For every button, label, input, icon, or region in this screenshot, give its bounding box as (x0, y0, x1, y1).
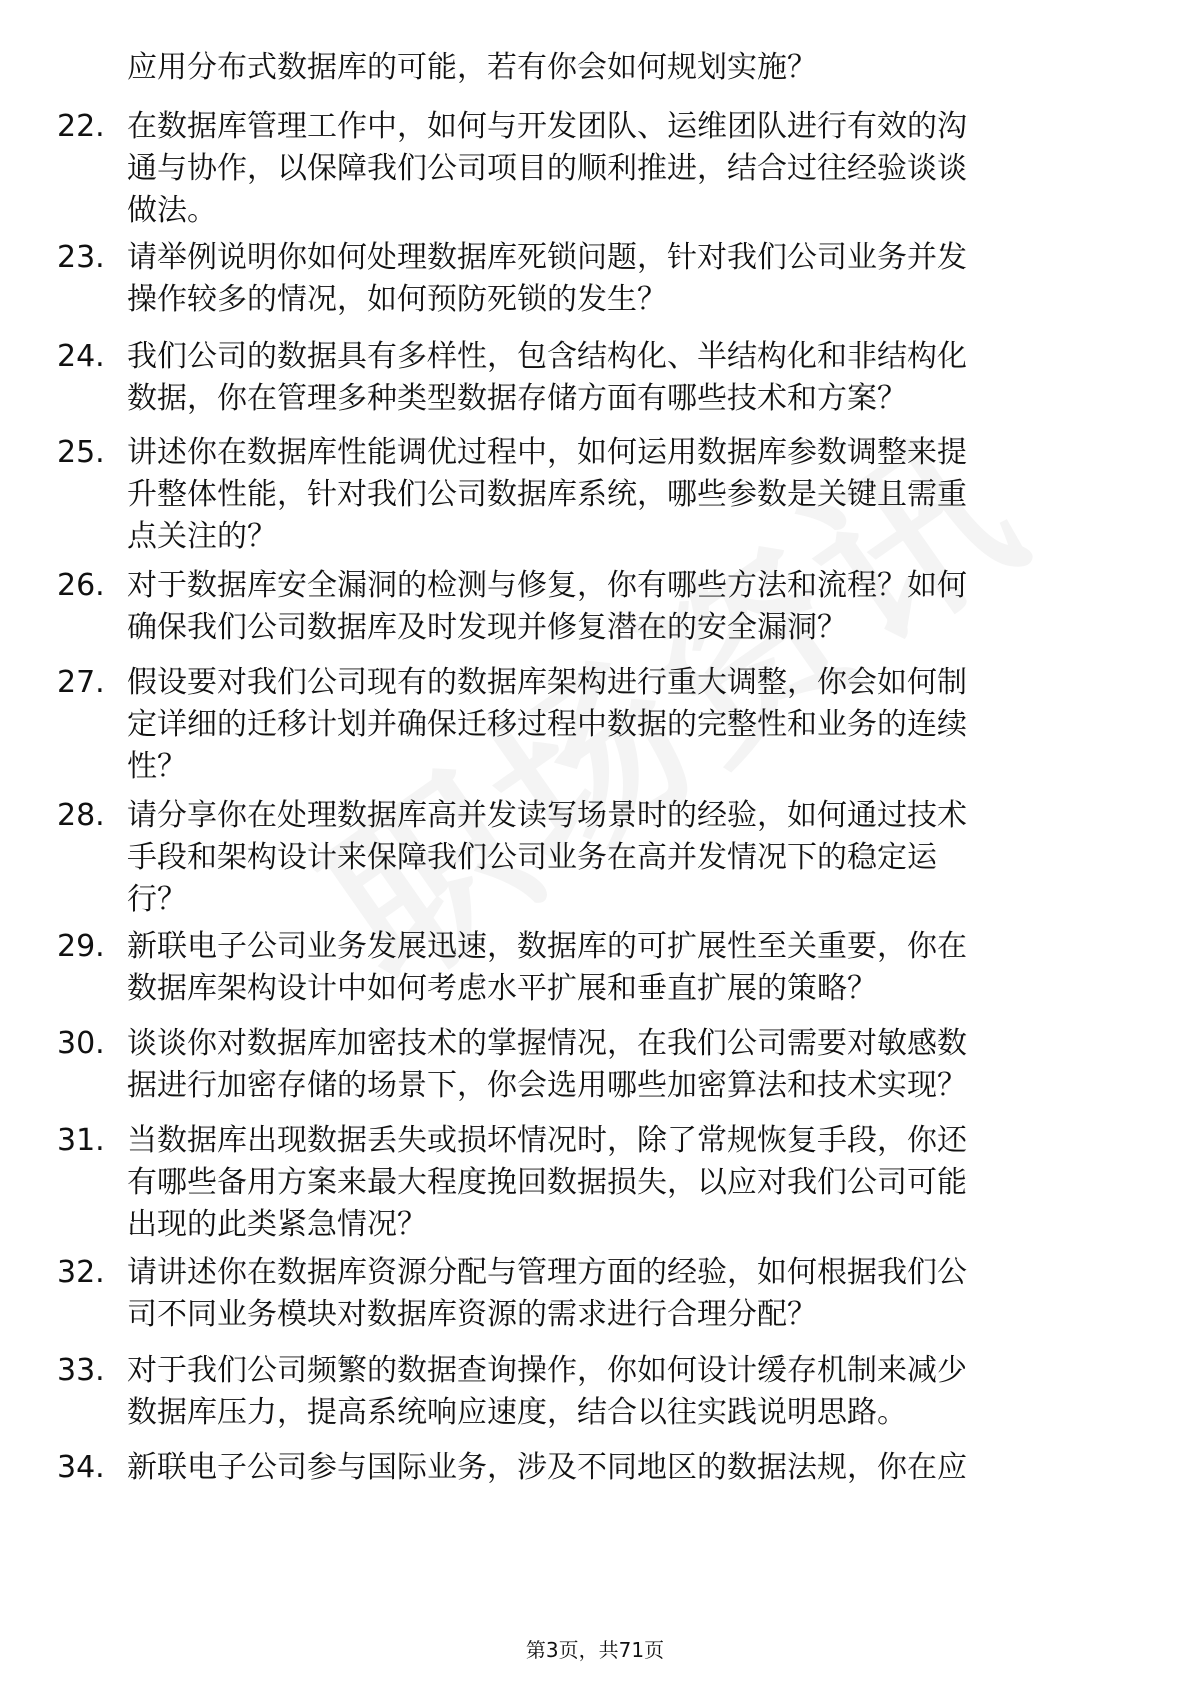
question-line: 新联电子公司参与国际业务，涉及不同地区的数据法规，你在应 (127, 1450, 967, 1485)
question-line: 对于数据库安全漏洞的检测与修复，你有哪些方法和流程？如何 (127, 568, 967, 603)
page-footer: 第3页，共71页 (525, 1638, 665, 1662)
question-number: 25. (57, 435, 105, 470)
question-line: 出现的此类紧急情况？ (127, 1207, 427, 1242)
question-line: 据进行加密存储的场景下，你会选用哪些加密算法和技术实现？ (127, 1068, 967, 1103)
question-number: 27. (57, 665, 105, 700)
question-line: 新联电子公司业务发展迅速，数据库的可扩展性至关重要，你在 (127, 929, 967, 964)
question-number: 28. (57, 798, 105, 833)
question-number: 33. (57, 1353, 105, 1388)
question-line: 对于我们公司频繁的数据查询操作，你如何设计缓存机制来减少 (127, 1353, 967, 1388)
question-line: 请讲述你在数据库资源分配与管理方面的经验，如何根据我们公 (127, 1255, 967, 1290)
question-number: 30. (57, 1026, 105, 1061)
question-line: 司不同业务模块对数据库资源的需求进行合理分配？ (127, 1297, 817, 1332)
question-line: 有哪些备用方案来最大程度挽回数据损失，以应对我们公司可能 (127, 1165, 967, 1200)
question-line: 我们公司的数据具有多样性，包含结构化、半结构化和非结构化 (127, 339, 967, 374)
question-line: 操作较多的情况，如何预防死锁的发生？ (127, 282, 667, 317)
question-line: 性？ (127, 749, 187, 784)
question-line: 点关注的？ (127, 519, 277, 554)
question-line: 在数据库管理工作中，如何与开发团队、运维团队进行有效的沟 (127, 109, 967, 144)
question-line: 讲述你在数据库性能调优过程中，如何运用数据库参数调整来提 (127, 435, 967, 470)
question-line: 升整体性能，针对我们公司数据库系统，哪些参数是关键且需重 (127, 477, 967, 512)
continuation-line: 应用分布式数据库的可能，若有你会如何规划实施？ (127, 50, 817, 85)
question-line: 数据库压力，提高系统响应速度，结合以往实践说明思路。 (127, 1395, 907, 1430)
question-number: 34. (57, 1450, 105, 1485)
question-number: 22. (57, 109, 105, 144)
question-line: 定详细的迁移计划并确保迁移过程中数据的完整性和业务的连续 (127, 707, 967, 742)
question-number: 31. (57, 1123, 105, 1158)
question-line: 手段和架构设计来保障我们公司业务在高并发情况下的稳定运 (127, 840, 937, 875)
question-line: 数据，你在管理多种类型数据存储方面有哪些技术和方案？ (127, 381, 907, 416)
question-line: 确保我们公司数据库及时发现并修复潜在的安全漏洞？ (127, 610, 847, 645)
question-line: 假设要对我们公司现有的数据库架构进行重大调整，你会如何制 (127, 665, 967, 700)
question-line: 数据库架构设计中如何考虑水平扩展和垂直扩展的策略？ (127, 971, 877, 1006)
question-line: 谈谈你对数据库加密技术的掌握情况，在我们公司需要对敏感数 (127, 1026, 967, 1061)
question-line: 通与协作，以保障我们公司项目的顺利推进，结合过往经验谈谈 (127, 151, 967, 186)
question-line: 请举例说明你如何处理数据库死锁问题，针对我们公司业务并发 (127, 240, 967, 275)
question-number: 32. (57, 1255, 105, 1290)
question-line: 请分享你在处理数据库高并发读写场景时的经验，如何通过技术 (127, 798, 967, 833)
question-number: 29. (57, 929, 105, 964)
question-number: 23. (57, 240, 105, 275)
question-number: 26. (57, 568, 105, 603)
question-line: 当数据库出现数据丢失或损坏情况时，除了常规恢复手段，你还 (127, 1123, 967, 1158)
question-line: 做法。 (127, 193, 217, 228)
question-number: 24. (57, 339, 105, 374)
question-line: 行？ (127, 882, 187, 917)
